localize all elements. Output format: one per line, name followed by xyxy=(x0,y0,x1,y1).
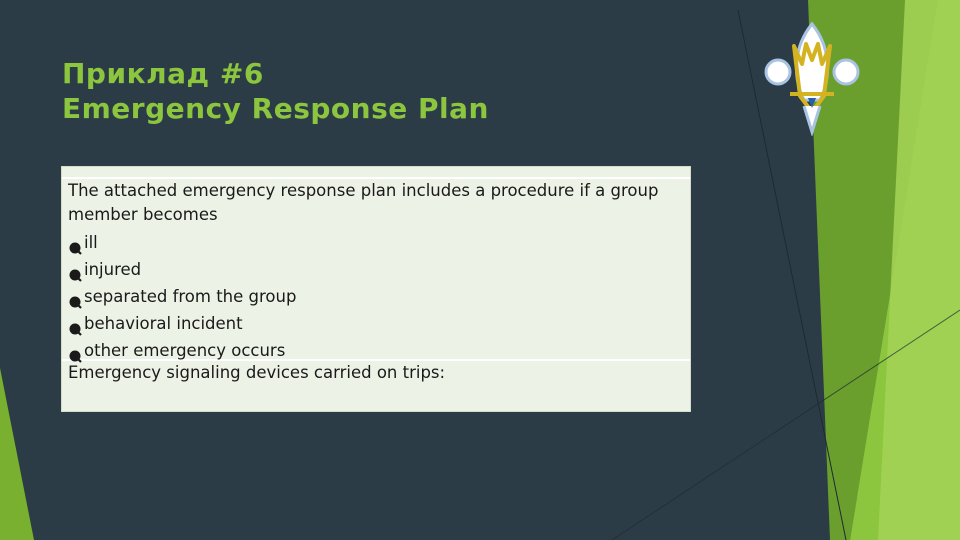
list-item-label: injured xyxy=(84,260,142,279)
list-item-label: other emergency occurs xyxy=(84,341,286,360)
checkbox-bullet-icon xyxy=(68,236,82,250)
checkbox-bullet-icon xyxy=(68,290,82,304)
list-item-label: separated from the group xyxy=(84,287,297,306)
list-item-label: behavioral incident xyxy=(84,314,243,333)
content-table xyxy=(61,166,691,412)
list-item xyxy=(68,310,683,337)
checkbox-bullet-icon xyxy=(68,344,82,358)
title-line-1: Приклад #6 xyxy=(62,57,264,90)
intro-text: The attached emergency response plan includes a procedure if a group member becomes xyxy=(68,181,659,224)
left-green-stripe xyxy=(0,368,34,540)
fleur-de-lis-trident-emblem-icon xyxy=(764,16,860,136)
list-item xyxy=(68,256,683,283)
list-item xyxy=(68,229,683,256)
list-item xyxy=(68,337,683,364)
checkbox-bullet-icon xyxy=(68,263,82,277)
list-item xyxy=(68,283,683,310)
table-content xyxy=(68,179,683,385)
checkbox-bullet-icon xyxy=(68,317,82,331)
page-title xyxy=(62,56,489,126)
title-line-2: Emergency Response Plan xyxy=(62,92,489,125)
signaling-text: Emergency signaling devices carried on trips: xyxy=(68,363,446,382)
list-item-label: ill xyxy=(84,233,98,252)
